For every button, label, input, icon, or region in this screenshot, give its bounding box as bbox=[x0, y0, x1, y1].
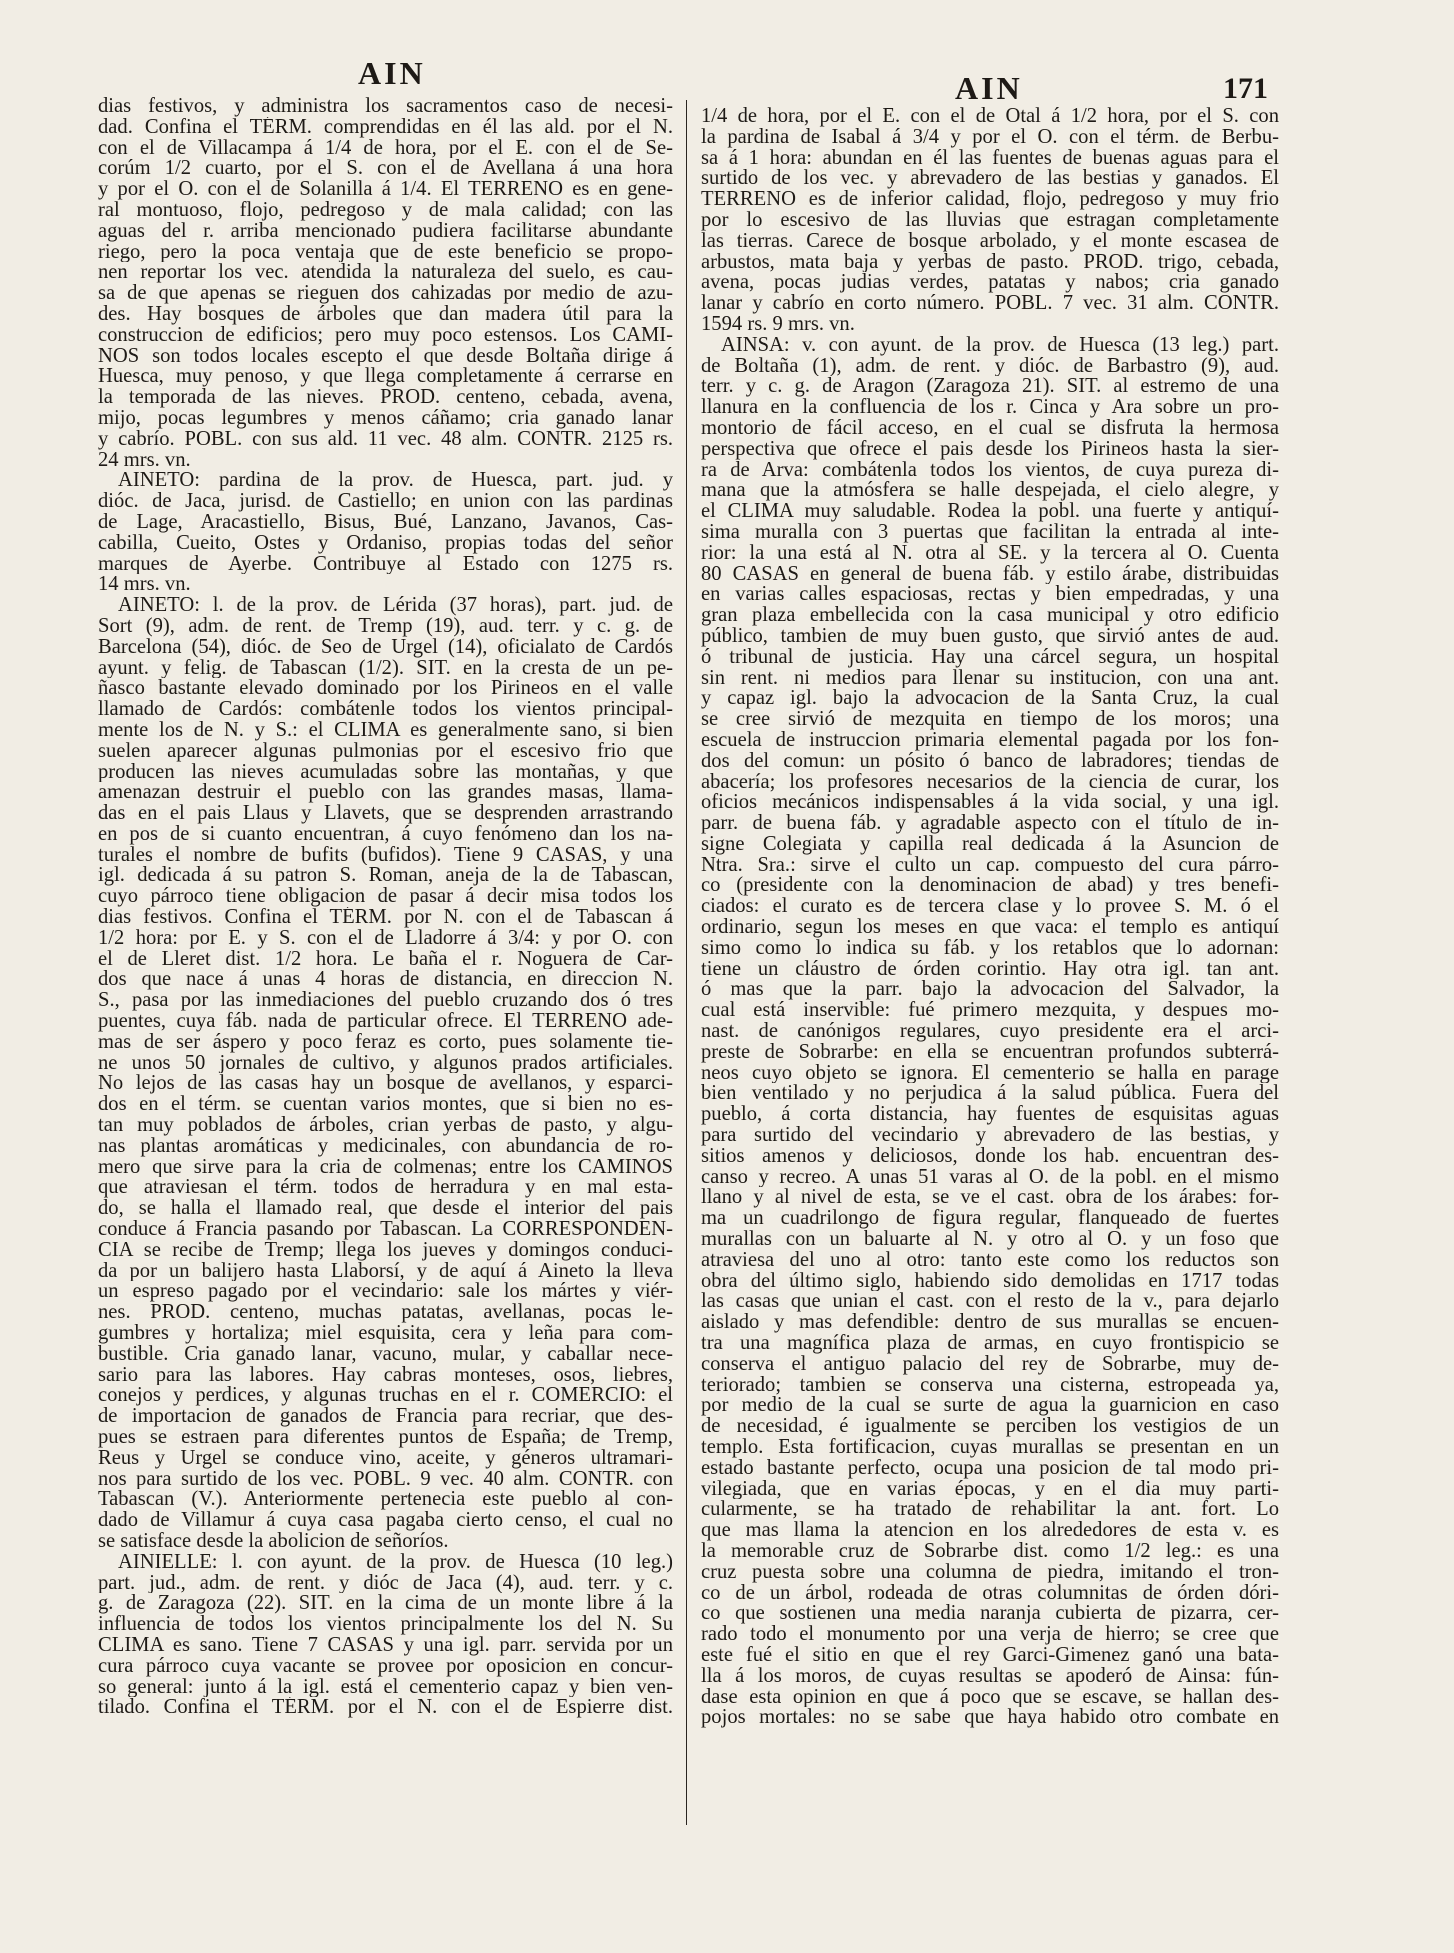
text-line: dias festivos. Confina el TÉRM. por N. con el de Tabascan á bbox=[98, 907, 673, 928]
running-head-right: AIN bbox=[955, 70, 1023, 106]
text-line: Ntra. Sra.: sirve el culto un cap. compuesto del cura párro- bbox=[701, 854, 1279, 876]
text-line: vilegiada, que en varias épocas, y en el dia muy parti- bbox=[701, 1478, 1279, 1500]
text-line: so general: junto á la igl. está el cementerio capaz y bien ven- bbox=[98, 1676, 673, 1698]
text-line: dos en el térm. se cuentan varios montes, que si bien no es- bbox=[98, 1094, 673, 1116]
text-line: ó tribunal de justicia. Hay una cárcel segura, un hospital bbox=[701, 646, 1279, 668]
text-line: de importacion de ganados de Francia para recriar, que des- bbox=[98, 1406, 673, 1427]
text-line: CIA se recibe de Tremp; llega los jueves y domingos conduci- bbox=[98, 1239, 673, 1261]
text-line: 14 mrs. vn. bbox=[98, 574, 191, 596]
text-line: S., pasa por las inmediaciones del pueblo cruzando dos ó tres bbox=[98, 990, 673, 1012]
text-line: mas de ser áspero y poco feraz es corto, pues solamente tie- bbox=[98, 1031, 673, 1053]
text-line: signe Colegiata y capilla real dedicada á la Asuncion de bbox=[701, 833, 1279, 855]
text-line: gumbres y hortaliza; miel esquisita, cera y leña para com- bbox=[98, 1323, 673, 1344]
text-line: co (presidente con la denominacion de abad) y tres benefi- bbox=[701, 875, 1279, 897]
text-line: das en el pais Llaus y Llavets, que se desprenden arrastrando bbox=[98, 803, 673, 824]
text-line: nas plantas aromáticas y medicinales, con abundancia de ro- bbox=[98, 1135, 673, 1157]
text-line: la temporada de las nieves. PROD. centeno, cebada, avena, bbox=[98, 387, 673, 408]
text-line: sa á 1 hora: abundan en él las fuentes de buenas aguas para el bbox=[701, 147, 1279, 169]
text-line: ral montuoso, flojo, pedregoso y de mala calidad; con las bbox=[98, 199, 673, 221]
text-line: ne unos 50 jornales de cultivo, y algunos prados artificiales. bbox=[98, 1052, 673, 1074]
text-line: aguas del r. arriba mencionado pudiera facilitarse abundante bbox=[98, 220, 673, 242]
text-line: para surtido del vecindario y abrevadero de las bestias, y bbox=[701, 1125, 1279, 1146]
text-line: avena, pocas judias verdes, patatas y nabos; cria ganado bbox=[701, 272, 1279, 294]
text-line: turales el nombre de bufits (bufidos). Tiene 9 CASAS, y una bbox=[98, 844, 673, 866]
text-line: cularmente, se ha tratado de rehabilitar la ant. fort. Lo bbox=[701, 1499, 1279, 1521]
text-line: g. de Zaragoza (22). SIT. en la cima de un monte libre á la bbox=[98, 1593, 673, 1615]
text-line: suelen aparecer algunas pulmonias por el escesivo frio que bbox=[98, 740, 673, 762]
text-line: templo. Esta fortificacion, cuyas murallas se presentan en un bbox=[701, 1437, 1279, 1458]
text-line: co de un árbol, rodeada de otras columnitas de órden dóri- bbox=[701, 1582, 1279, 1604]
text-line: dado de Villamur á cuya casa pagaba cierto censo, el cual no bbox=[98, 1510, 673, 1531]
text-line: NOS son todos locales escepto el que desde Boltaña dirige á bbox=[98, 345, 673, 367]
text-line: y por el O. con el de Solanilla á 1/4. El TERRENO es en gene- bbox=[98, 179, 673, 200]
text-line: las casas que unian el cast. con el resto de la v., para dejarlo bbox=[701, 1291, 1279, 1313]
text-line: de necesidad, é igualmente se perciben los vestigios de un bbox=[701, 1416, 1279, 1437]
text-line: un espreso pagado por el vecindario: sale los mártes y viér- bbox=[98, 1281, 673, 1303]
text-line: mijo, pocas legumbres y menos cáñamo; cria ganado lanar bbox=[98, 407, 673, 429]
text-line: mente los de N. y S.: el CLIMA es generalmente sano, si bien bbox=[98, 719, 673, 741]
text-line: AINETO: pardina de la prov. de Huesca, part. jud. y bbox=[118, 470, 673, 492]
text-line: conduce á Francia pasando por Tabascan. La CORRESPONDEN- bbox=[98, 1219, 673, 1240]
text-line: por lo escesivo de las lluvias que estragan completamente bbox=[701, 209, 1279, 231]
text-line: 1/4 de hora, por el E. con el de Otal á 1/2 hora, por el S. con bbox=[701, 106, 1279, 127]
text-line: Huesca, muy penoso, y que llega completamente á cerrarse en bbox=[98, 366, 673, 388]
text-line: influencia de todos los vientos principalmente los del N. Su bbox=[98, 1614, 673, 1635]
text-line: oficios mecánicos indispensables á la vida social, y una igl. bbox=[701, 792, 1279, 814]
text-line: nen reportar los vec. atendida la naturaleza del suelo, es cau- bbox=[98, 262, 673, 284]
text-line: simo como lo indica su fáb. y los retablos que lo adornan: bbox=[701, 937, 1279, 959]
text-line: que atraviesan el térm. todos de herradura y en mal esta- bbox=[98, 1177, 673, 1199]
text-line: TERRENO es de inferior calidad, flojo, pedregoso y muy frio bbox=[701, 189, 1279, 210]
text-line: cabilla, Cueito, Ostes y Ordaniso, propias todas del señor bbox=[98, 532, 673, 554]
text-line: ayunt. y felig. de Tabascan (1/2). SIT. en la cresta de un pe- bbox=[98, 657, 673, 679]
text-line: obra del último siglo, habiendo sido demolidas en 1717 todas bbox=[701, 1270, 1279, 1292]
text-line: dad. Confina el TÉRM. comprendidas en él las ald. por el N. bbox=[98, 116, 673, 138]
text-line: nast. de canónigos regulares, cuyo presidente era el arci- bbox=[701, 1021, 1279, 1042]
text-line: público, tambien de muy buen gusto, que sirvió antes de aud. bbox=[701, 625, 1279, 647]
left-column bbox=[98, 96, 673, 1718]
text-line: des. Hay bosques de árboles que dan madera útil para la bbox=[98, 303, 673, 325]
text-line: el de Lleret dist. 1/2 hora. Le baña el r. Noguera de Car- bbox=[98, 948, 673, 970]
text-line: canso y recreo. A unas 51 varas al O. de la pobl. en el mismo bbox=[701, 1166, 1279, 1188]
text-line: abacería; los profesores necesarios de la ciencia de curar, los bbox=[701, 771, 1279, 793]
text-line: tan muy poblados de árboles, crian yerbas de pasto, y algu- bbox=[98, 1115, 673, 1136]
text-line: AINSA: v. con ayunt. de la prov. de Huesca (13 leg.) part. bbox=[721, 334, 1279, 356]
text-line: Sort (9), adm. de rent. de Tremp (19), aud. terr. y c. g. de bbox=[98, 615, 673, 637]
text-line: conejos y perdices, y algunas truchas en el r. COMERCIO: el bbox=[98, 1385, 673, 1407]
text-line: nes. PROD. centeno, muchas patatas, avellanas, pocas le- bbox=[98, 1302, 673, 1324]
text-line: con el de Villacampa á 1/4 de hora, por el E. con el de Se- bbox=[98, 137, 673, 159]
text-line: cura párroco cuya vacante se provee por oposicion en concur- bbox=[98, 1655, 673, 1677]
text-line: sitios amenos y deliciosos, donde los hab. encuentran des- bbox=[701, 1145, 1279, 1167]
text-line: riego, pero la poca ventaja que de este beneficio se propo- bbox=[98, 241, 673, 263]
text-line: ma un cuadrilongo de figura regular, flanqueado de fuertes bbox=[701, 1208, 1279, 1230]
text-line: de Lage, Aracastiello, Bisus, Bué, Lanzano, Javanos, Cas- bbox=[98, 511, 673, 533]
running-head-left: AIN bbox=[358, 55, 426, 91]
text-line: y capaz igl. bajo la advocacion de la Santa Cruz, la cual bbox=[701, 688, 1279, 710]
text-line: sin rent. ni medios para llenar su institucion, con una ant. bbox=[701, 667, 1279, 689]
text-line: la memorable cruz de Sobrarbe dist. como 1/2 leg.: es una bbox=[701, 1540, 1279, 1562]
text-line: lla á los moros, de cuyas resultas se apoderó de Ainsa: fún- bbox=[701, 1665, 1279, 1687]
text-line: mana que la atmósfera se halle despejada, el cielo alegre, y bbox=[701, 480, 1279, 502]
text-line: ordinario, segun los meses en que vaca: el templo es antiquí bbox=[701, 917, 1279, 938]
text-line: lanar y cabrío en corto número. POBL. 7 vec. 31 alm. CONTR. bbox=[701, 293, 1279, 314]
text-line: se satisface desde la abolicion de señoríos. bbox=[98, 1530, 449, 1552]
text-line: sima muralla con 3 puertas que facilitan la entrada al inte- bbox=[701, 521, 1279, 543]
text-line: este fué el sitio en que el rey Garci-Gimenez ganó una bata- bbox=[701, 1644, 1279, 1666]
right-column bbox=[701, 106, 1279, 1728]
text-line: 1/2 hora: por E. y S. con el de Lladorre á 3/4: y por O. con bbox=[98, 927, 673, 949]
text-line: pues se estraen para diferentes puntos de España; de Tremp, bbox=[98, 1427, 673, 1448]
text-line: perspectiva que ofrece el pais desde los Pirineos hasta la sier- bbox=[701, 438, 1279, 460]
text-line: estado bastante perfecto, ocupa una posicion de tal modo pri- bbox=[701, 1457, 1279, 1479]
text-line: corúm 1/2 cuarto, por el S. con el de Avellana á una hora bbox=[98, 158, 673, 180]
text-line: cruz puesta sobre una columna de piedra, imitando el tron- bbox=[701, 1561, 1279, 1583]
text-line: 1594 rs. 9 mrs. vn. bbox=[701, 313, 855, 335]
text-line: murallas con un baluarte al N. y otro al O. y un foso que bbox=[701, 1229, 1279, 1250]
text-line: cual está inservible: fué primero mezquita, y despues mo- bbox=[701, 1000, 1279, 1022]
text-line: puentes, cuya fáb. nada de particular ofrece. El TERRENO ade- bbox=[98, 1011, 673, 1032]
text-line: la pardina de Isabal á 3/4 y por el O. con el térm. de Berbu- bbox=[701, 126, 1279, 148]
text-line: arbustos, mata baja y yerbas de pasto. PROD. trigo, cebada, bbox=[701, 251, 1279, 273]
text-line: producen las nieves acumuladas sobre las montañas, y que bbox=[98, 761, 673, 783]
text-line: tra una magnífica plaza de armas, en cuyo frontispicio se bbox=[701, 1333, 1279, 1354]
text-line: co que sostienen una media naranja cubierta de pizarra, cer- bbox=[701, 1603, 1279, 1625]
text-line: sa de que apenas se rieguen dos cahizadas por medio de azu- bbox=[98, 283, 673, 304]
text-line: Reus y Urgel se conduce vino, aceite, y géneros ultramari- bbox=[98, 1447, 673, 1469]
text-line: neos cuyo objeto se ignora. El cementerio se halla en parage bbox=[701, 1062, 1279, 1084]
text-line: da por un balijero hasta Llaborsí, y de aquí á Aineto la lleva bbox=[98, 1260, 673, 1282]
text-line: ra de Arva: combátenla todos los vientos, de cuya pureza di- bbox=[701, 459, 1279, 481]
text-line: Barcelona (54), dióc. de Seo de Urgel (14), oficialato de Cardós bbox=[98, 636, 673, 658]
text-line: llano y al nivel de esta, se ve el cast. obra de los árabes: for- bbox=[701, 1187, 1279, 1209]
text-line: que mas llama la atencion en los alrededores de esta v. es bbox=[701, 1520, 1279, 1541]
text-line: las tierras. Carece de bosque arbolado, y el monte escasea de bbox=[701, 230, 1279, 252]
text-line: sario para las labores. Hay cabras monteses, osos, liebres, bbox=[98, 1364, 673, 1386]
text-line: por medio de la cual se surte de agua la guarnicion en caso bbox=[701, 1395, 1279, 1417]
text-line: conserva el antiguo palacio del rey de Sobrarbe, muy de- bbox=[701, 1353, 1279, 1375]
text-line: No lejos de las casas hay un bosque de avellanos, y esparci- bbox=[98, 1073, 673, 1095]
text-line: part. jud., adm. de rent. y dióc de Jaca (4), aud. terr. y c. bbox=[98, 1572, 673, 1594]
page-number: 171 bbox=[1223, 72, 1268, 105]
text-line: pojos mortales: no se sabe que haya habido otro combate en bbox=[701, 1707, 1279, 1729]
text-line: amenazan destruir el pueblo con las grandes masas, llama- bbox=[98, 782, 673, 804]
text-line: tilado. Confina el TÉRM. por el N. con el de Espierre dist. bbox=[98, 1697, 673, 1719]
text-line: do, se halla el llamado real, que desde el interior del pais bbox=[98, 1198, 673, 1220]
text-line: CLIMA es sano. Tiene 7 CASAS y una igl. parr. servida por un bbox=[98, 1634, 673, 1656]
text-line: 80 CASAS en general de buena fáb. y estilo árabe, distribuidas bbox=[701, 563, 1279, 585]
text-line: AINETO: l. de la prov. de Lérida (37 horas), part. jud. de bbox=[118, 595, 673, 616]
text-line: montorio de fácil acceso, en el cual se disfruta la hermosa bbox=[701, 417, 1279, 439]
text-line: igl. dedicada á su patron S. Roman, aneja de la de Tabascan, bbox=[98, 865, 673, 887]
text-line: Tabascan (V.). Anteriormente pertenecia este pueblo al con- bbox=[98, 1489, 673, 1511]
text-line: de Boltaña (1), adm. de rent. y dióc. de Barbastro (9), aud. bbox=[701, 355, 1279, 377]
text-line: escuela de instruccion primaria elemental pagada por los fon- bbox=[701, 729, 1279, 751]
text-line: pueblo, á corta distancia, hay fuentes de esquisitas aguas bbox=[701, 1104, 1279, 1126]
text-line: se cree sirvió de mezquita en tiempo de los moros; una bbox=[701, 709, 1279, 730]
text-line: dos del comun: un pósito ó banco de labradores; tiendas de bbox=[701, 750, 1279, 772]
column-divider bbox=[686, 100, 687, 1825]
text-line: ciados: el curato es de tercera clase y lo provee S. M. ó el bbox=[701, 896, 1279, 918]
text-line: dias festivos, y administra los sacramentos caso de necesi- bbox=[98, 96, 673, 117]
text-line: rado todo el monumento por una verja de hierro; se cree que bbox=[701, 1624, 1279, 1645]
text-line: AINIELLE: l. con ayunt. de la prov. de Huesca (10 leg.) bbox=[118, 1551, 673, 1573]
text-line: el CLIMA muy saludable. Rodea la pobl. una fuerte y antiquí- bbox=[701, 501, 1279, 522]
text-line: en varias calles espaciosas, rectas y bien empedradas, y una bbox=[701, 584, 1279, 606]
text-line: teriorado; tambien se conserva una cisterna, estropeada ya, bbox=[701, 1374, 1279, 1396]
text-line: dióc. de Jaca, jurisd. de Castiello; en union con las pardinas bbox=[98, 491, 673, 512]
text-line: mero que sirve para la cria de colmenas; entre los CAMINOS bbox=[98, 1156, 673, 1178]
text-line: bustible. Cria ganado lanar, vacuno, mular, y caballar nece- bbox=[98, 1343, 673, 1365]
text-line: dos que nace á unas 4 horas de distancia, en direccion N. bbox=[98, 969, 673, 991]
text-line: en pos de si cuanto encuentran, á cuyo fenómeno dan los na- bbox=[98, 823, 673, 845]
text-line: marques de Ayerbe. Contribuye al Estado con 1275 rs. bbox=[98, 553, 673, 575]
text-line: parr. de buena fáb. y agradable aspecto con el título de in- bbox=[701, 813, 1279, 834]
text-line: tiene un cláustro de órden corintio. Hay otra igl. tan ant. bbox=[701, 958, 1279, 980]
text-line: gran plaza embellecida con la casa municipal y otro edificio bbox=[701, 605, 1279, 626]
text-line: ó mas que la parr. bajo la advocacion del Salvador, la bbox=[701, 979, 1279, 1001]
text-line: rior: la una está al N. otra al SE. y la tercera al O. Cuenta bbox=[701, 542, 1279, 564]
text-line: aislado y mas defendible: dentro de sus murallas se encuen- bbox=[701, 1312, 1279, 1334]
text-line: 24 mrs. vn. bbox=[98, 449, 191, 471]
text-line: surtido de los vec. y abrevadero de las bestias y ganados. El bbox=[701, 168, 1279, 190]
text-line: atraviesa del uno al otro: tanto este como los reductos son bbox=[701, 1249, 1279, 1271]
text-line: preste de Sobrarbe: en ella se encuentran profundos subterrá- bbox=[701, 1041, 1279, 1063]
text-line: nos para surtido de los vec. POBL. 9 vec. 40 alm. CONTR. con bbox=[98, 1468, 673, 1490]
text-line: bien ventilado y no perjudica á la salud pública. Fuera del bbox=[701, 1083, 1279, 1105]
text-line: dase esta opinion en que á poco que se escave, se hallan des- bbox=[701, 1686, 1279, 1708]
text-line: cuyo párroco tiene obligacion de pasar á decir misa todos los bbox=[98, 886, 673, 908]
text-line: terr. y c. g. de Aragon (Zaragoza 21). SIT. al estremo de una bbox=[701, 376, 1279, 398]
text-line: llamado de Cardós: combátenle todos los vientos principal- bbox=[98, 699, 673, 720]
text-line: construccion de edificios; pero muy poco estensos. Los CAMI- bbox=[98, 324, 673, 346]
text-line: y cabrío. POBL. con sus ald. 11 vec. 48 alm. CONTR. 2125 rs. bbox=[98, 428, 673, 450]
text-line: ñasco bastante elevado dominado por los Pirineos en el valle bbox=[98, 678, 673, 700]
text-line: llanura en la confluencia de los r. Cinca y Ara sobre un pro- bbox=[701, 397, 1279, 418]
